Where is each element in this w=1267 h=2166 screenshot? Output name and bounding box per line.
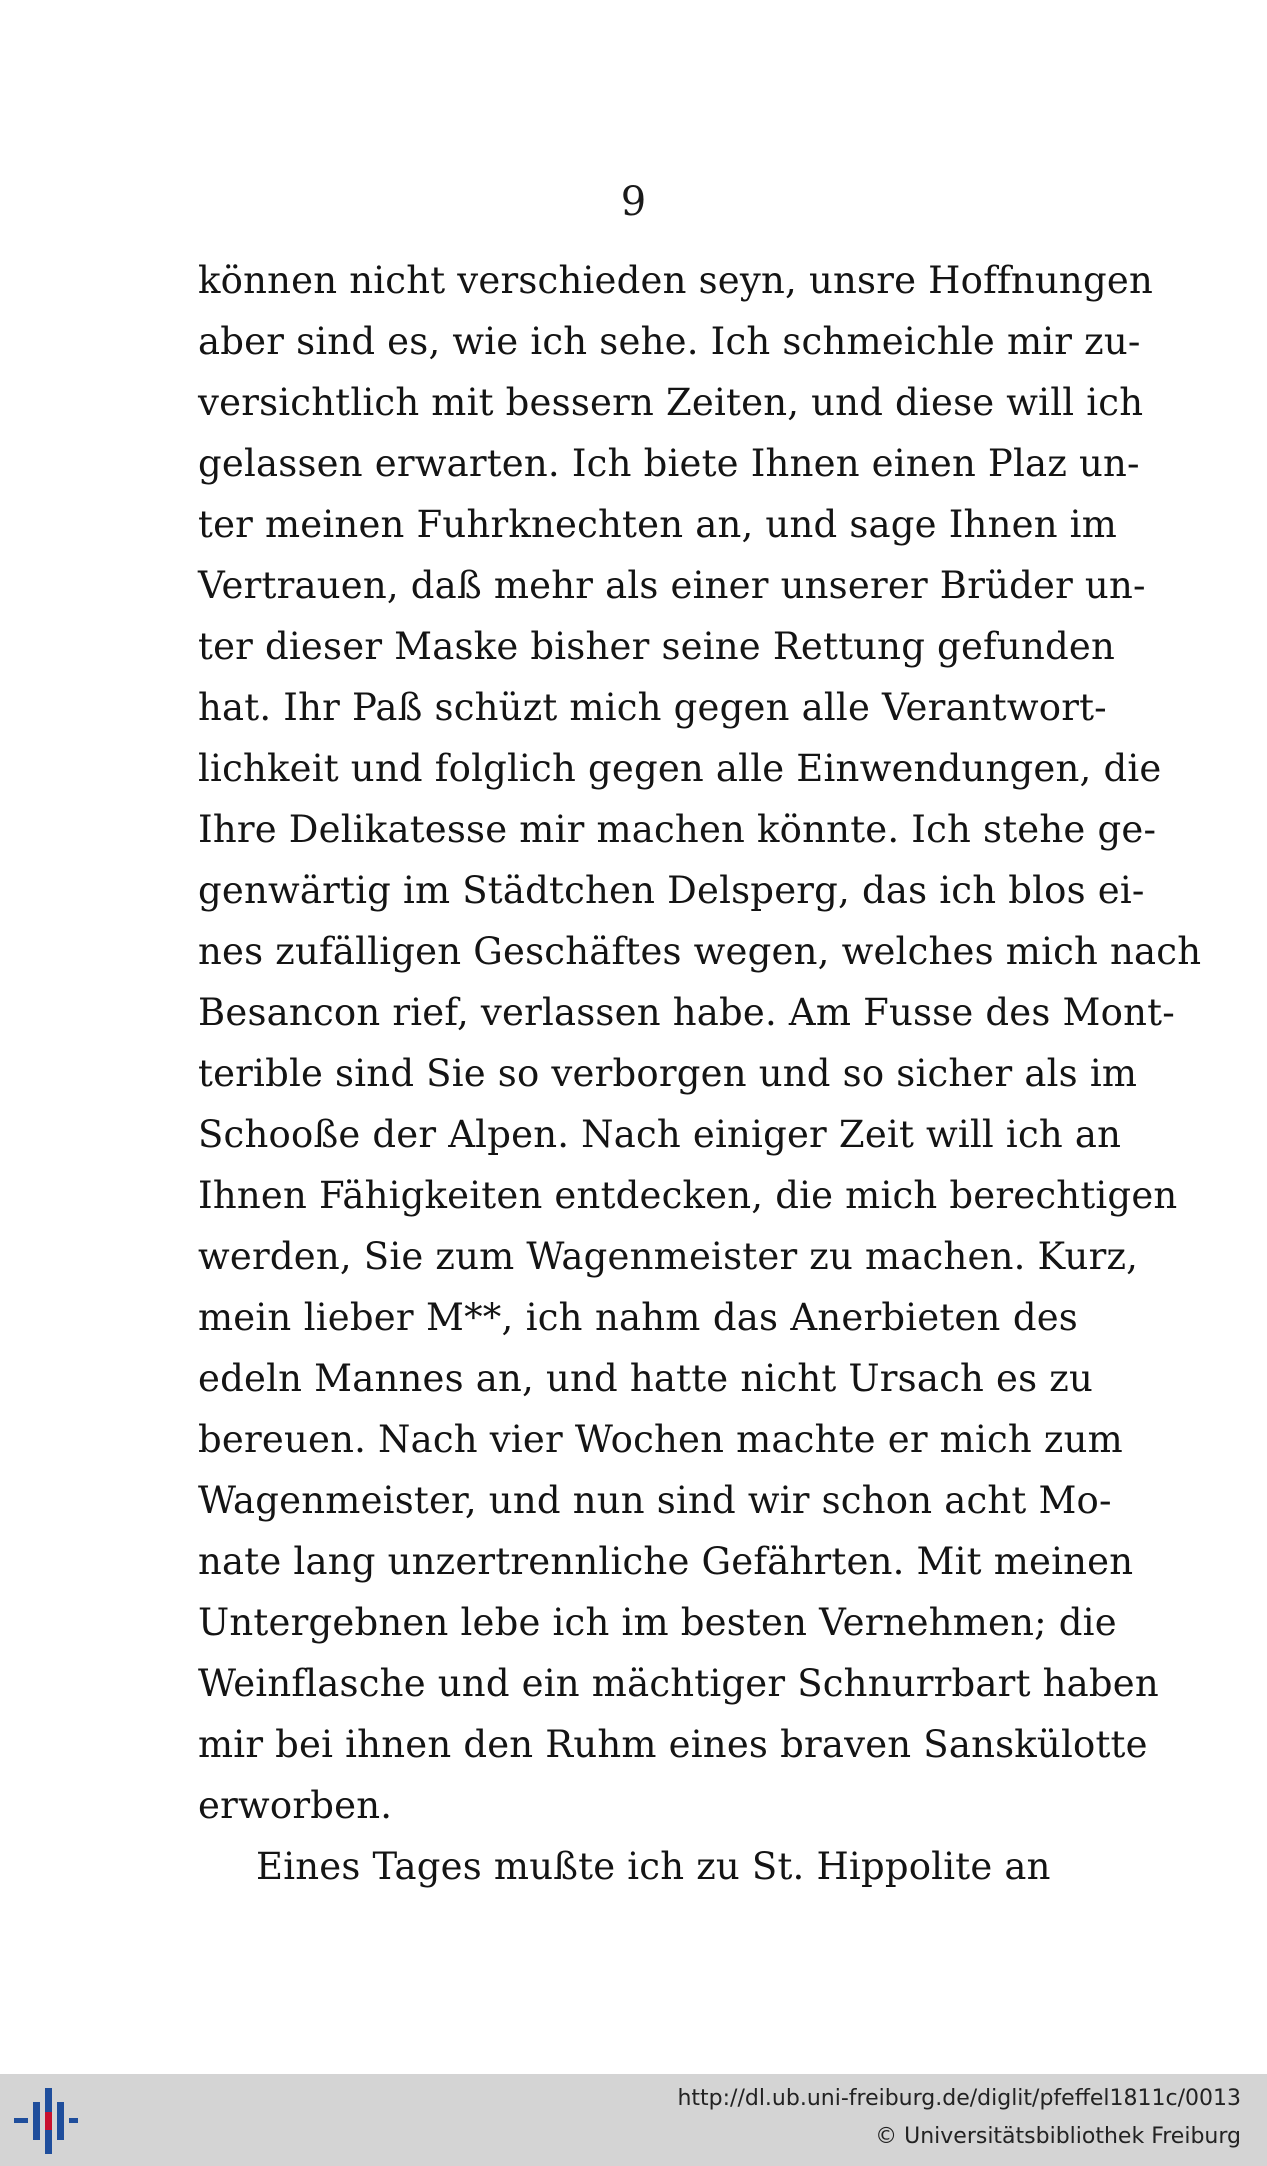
text-line: mein lieber M**, ich nahm das Anerbieten des bbox=[198, 1296, 1078, 1339]
text-line: genwärtig im Städtchen Delsperg, das ich blos ei- bbox=[198, 869, 1145, 912]
text-line: Schooße der Alpen. Nach einiger Zeit will ich an bbox=[198, 1113, 1122, 1156]
copyright-text: © Universitätsbibliothek Freiburg bbox=[875, 2124, 1241, 2149]
source-url-link[interactable]: http://dl.ub.uni-freiburg.de/diglit/pfeffel1811c/0013 bbox=[677, 2086, 1241, 2111]
text-line: Wagenmeister, und nun sind wir schon acht Mo- bbox=[198, 1479, 1112, 1522]
text-line: mir bei ihnen den Ruhm eines braven Sanskülotte bbox=[198, 1723, 1148, 1766]
text-line: Eines Tages mußte ich zu St. Hippolite an bbox=[256, 1845, 1051, 1888]
text-line: versichtlich mit bessern Zeiten, und diese will ich bbox=[198, 381, 1144, 424]
ub-freiburg-logo-icon bbox=[14, 2088, 78, 2154]
footer-bar bbox=[0, 2074, 1267, 2166]
text-line: Untergebnen lebe ich im besten Vernehmen; die bbox=[198, 1601, 1117, 1644]
text-line: bereuen. Nach vier Wochen machte er mich zum bbox=[198, 1418, 1123, 1461]
text-line: gelassen erwarten. Ich biete Ihnen einen Plaz un- bbox=[198, 442, 1140, 485]
text-line: können nicht verschieden seyn, unsre Hoffnungen bbox=[198, 259, 1153, 302]
text-line: Ihre Delikatesse mir machen könnte. Ich stehe ge- bbox=[198, 808, 1157, 851]
text-line: Ihnen Fähigkeiten entdecken, die mich berechtigen bbox=[198, 1174, 1178, 1217]
text-line: aber sind es, wie ich sehe. Ich schmeichle mir zu- bbox=[198, 320, 1141, 363]
page-number: 9 bbox=[620, 179, 647, 225]
text-line: nate lang unzertrennliche Gefährten. Mit meinen bbox=[198, 1540, 1134, 1583]
text-line: werden, Sie zum Wagenmeister zu machen. Kurz, bbox=[198, 1235, 1139, 1278]
text-line: terible sind Sie so verborgen und so sicher als im bbox=[198, 1052, 1138, 1095]
text-line: Besancon rief, verlassen habe. Am Fusse des Mont- bbox=[198, 991, 1175, 1034]
text-line: hat. Ihr Paß schüzt mich gegen alle Verantwort- bbox=[198, 686, 1107, 729]
body-text bbox=[198, 250, 1202, 1897]
text-line: ter meinen Fuhrknechten an, und sage Ihnen im bbox=[198, 503, 1118, 546]
text-line: edeln Mannes an, und hatte nicht Ursach es zu bbox=[198, 1357, 1093, 1400]
text-line: Vertrauen, daß mehr als einer unserer Brüder un- bbox=[198, 564, 1146, 607]
text-line: lichkeit und folglich gegen alle Einwendungen, die bbox=[198, 747, 1162, 790]
text-line: Weinflasche und ein mächtiger Schnurrbart haben bbox=[198, 1662, 1159, 1705]
text-line: ter dieser Maske bisher seine Rettung gefunden bbox=[198, 625, 1116, 668]
text-line: erworben. bbox=[198, 1784, 393, 1827]
text-line: nes zufälligen Geschäftes wegen, welches mich nach bbox=[198, 930, 1202, 973]
